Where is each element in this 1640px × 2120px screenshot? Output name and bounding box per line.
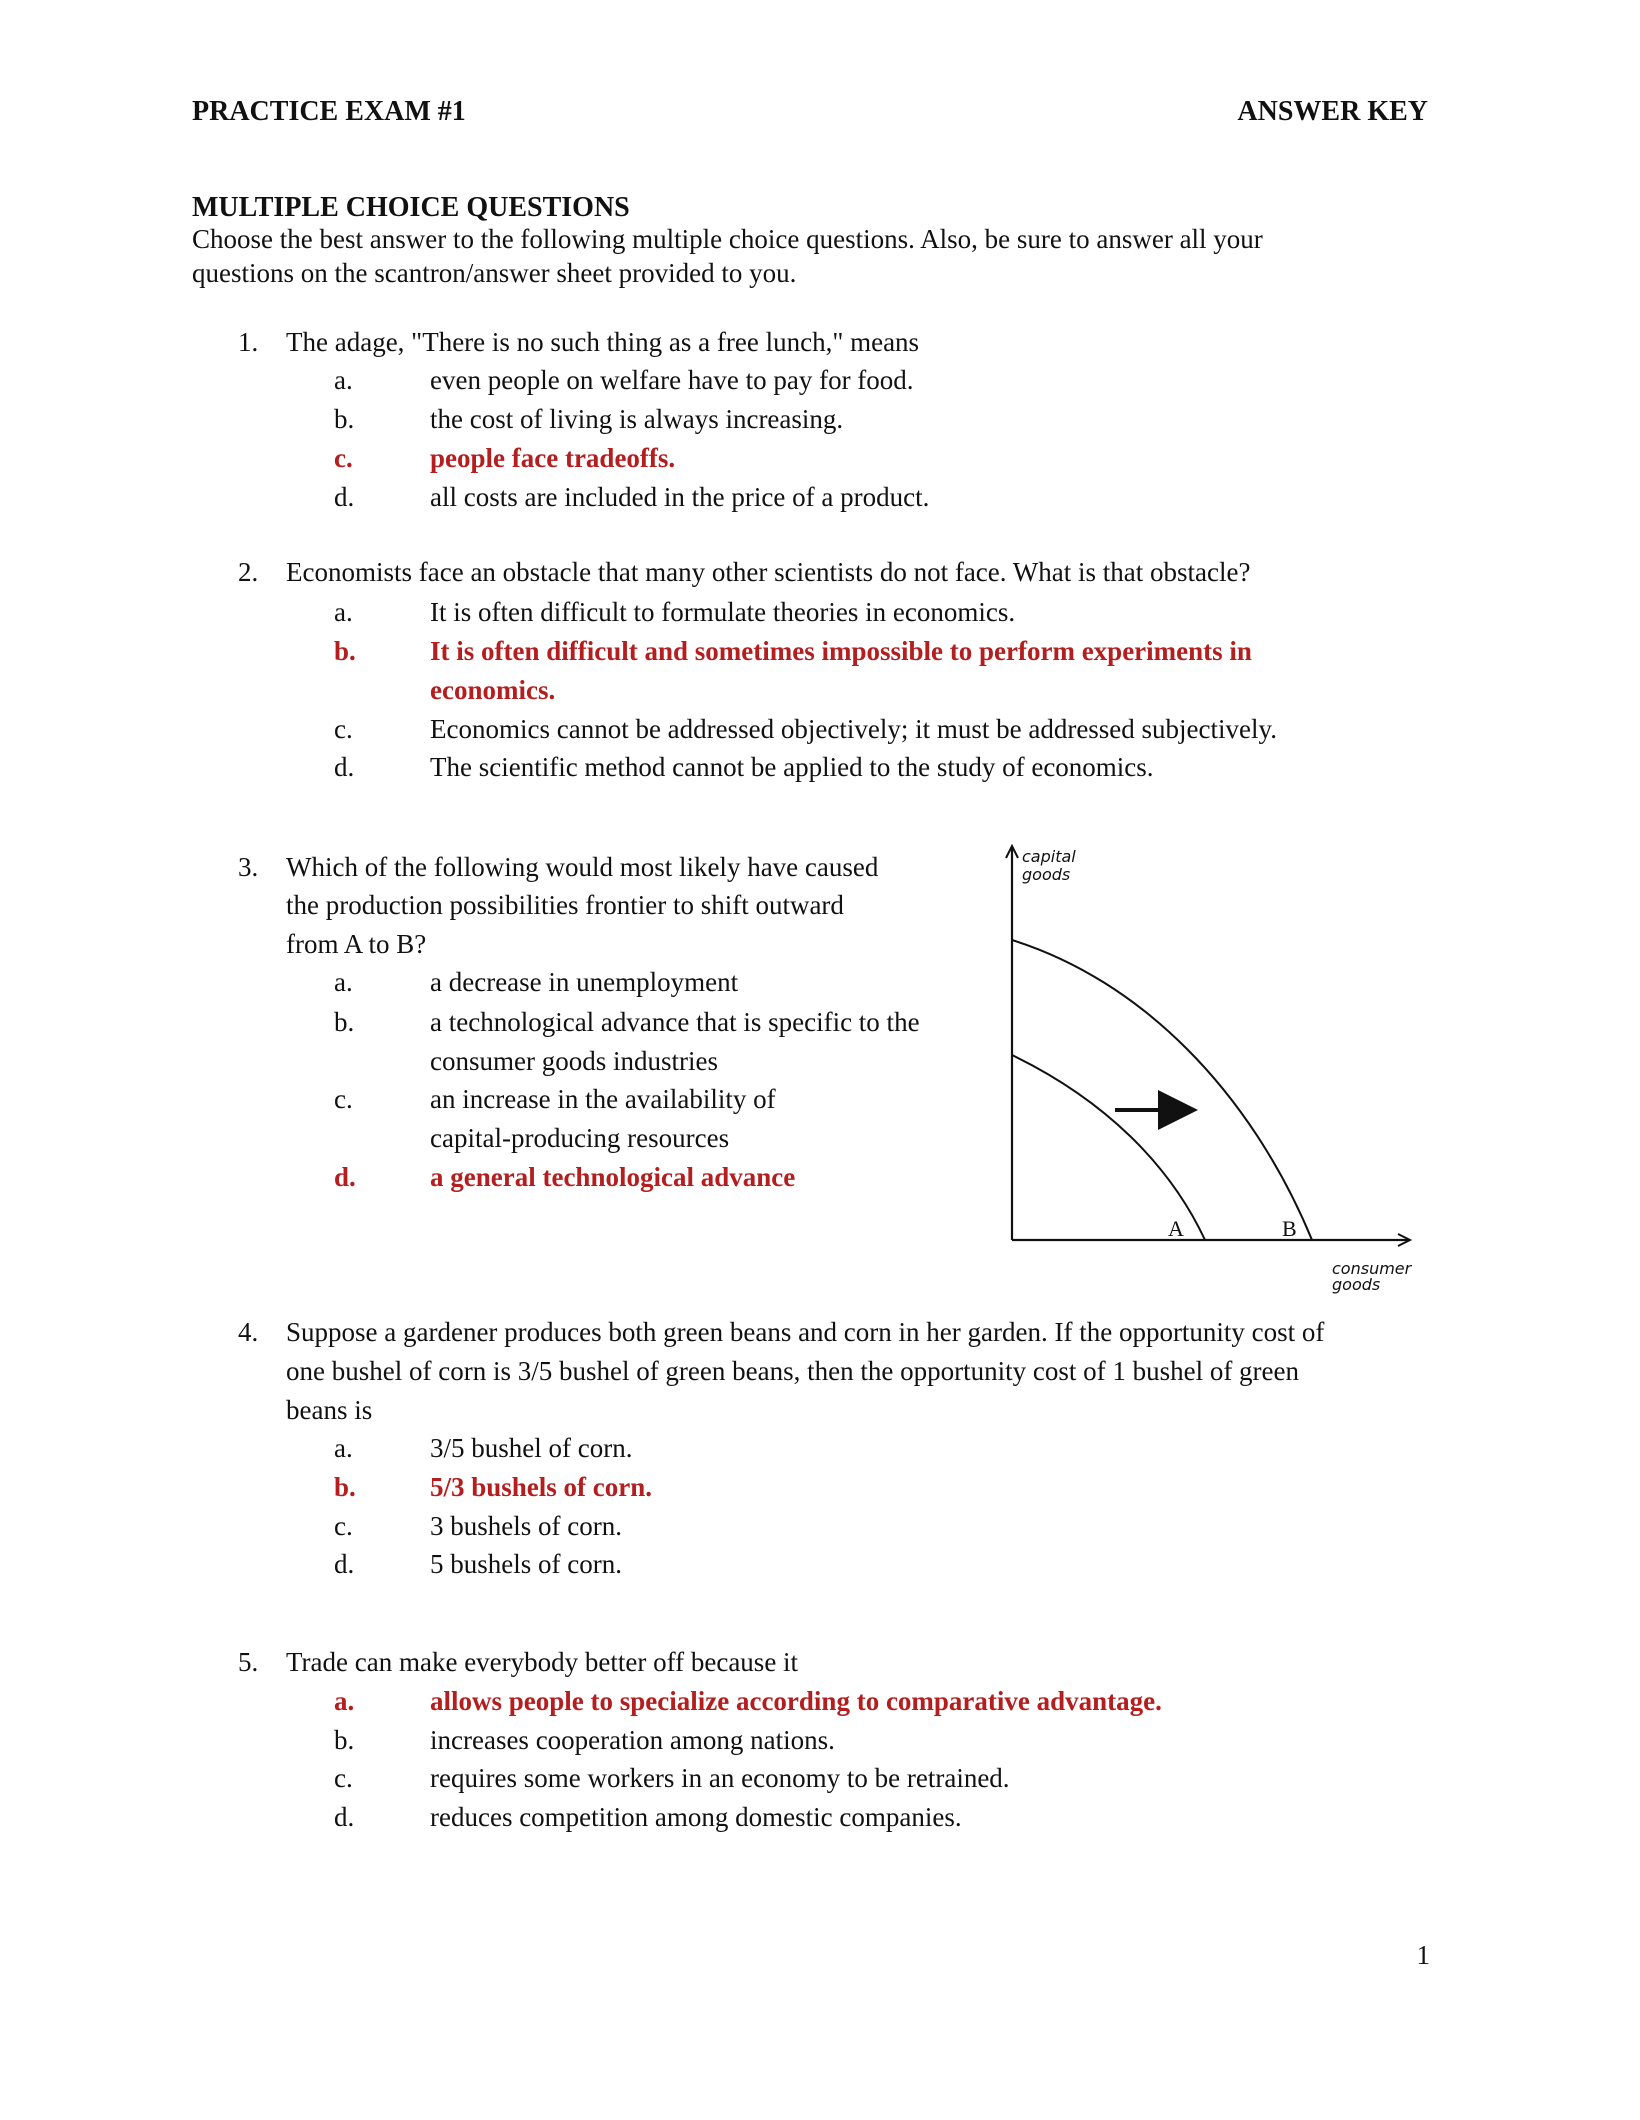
ppf-curve-a bbox=[1012, 1055, 1205, 1240]
x-axis-label-1: consumer bbox=[1332, 1259, 1412, 1278]
answer-letter: a. bbox=[334, 967, 353, 997]
question-text-cont: beans is bbox=[286, 1395, 373, 1425]
answer-text: even people on welfare have to pay for food. bbox=[430, 365, 914, 395]
correct-answer-text: It is often difficult and sometimes impossible to perform experiments in bbox=[430, 636, 1252, 666]
answer-text: a technological advance that is specific to the bbox=[430, 1007, 920, 1037]
correct-answer-letter: a. bbox=[334, 1686, 355, 1716]
answer-letter: a. bbox=[334, 1433, 353, 1463]
answer-text: 3/5 bushel of corn. bbox=[430, 1433, 633, 1463]
correct-answer-text-cont: economics. bbox=[430, 675, 556, 705]
answer-letter: c. bbox=[334, 1511, 353, 1541]
correct-answer-letter: d. bbox=[334, 1162, 356, 1192]
exam-title: PRACTICE EXAM #1 bbox=[192, 96, 466, 127]
answer-text: an increase in the availability of bbox=[430, 1084, 776, 1114]
answer-text-cont: capital-producing resources bbox=[430, 1123, 730, 1153]
question-text: Suppose a gardener produces both green beans and corn in her garden. If the opportunity cost of bbox=[286, 1317, 1325, 1347]
question-number: 1. bbox=[238, 327, 259, 357]
correct-answer-letter: c. bbox=[334, 443, 353, 473]
correct-answer-letter: b. bbox=[334, 1472, 356, 1502]
answer-letter: c. bbox=[334, 1763, 353, 1793]
answer-letter: b. bbox=[334, 404, 355, 434]
x-axis-label-2: goods bbox=[1332, 1275, 1381, 1294]
answer-text: Economics cannot be addressed objectively; it must be addressed subjectively. bbox=[430, 714, 1278, 744]
question-number: 5. bbox=[238, 1647, 259, 1677]
correct-answer-text: people face tradeoffs. bbox=[430, 443, 676, 473]
question-text: Economists face an obstacle that many other scientists do not face. What is that obstacle? bbox=[286, 557, 1251, 587]
answer-letter: c. bbox=[334, 714, 353, 744]
answer-text: reduces competition among domestic companies. bbox=[430, 1802, 962, 1832]
answer-text: 3 bushels of corn. bbox=[430, 1511, 622, 1541]
y-axis-label-1: capital bbox=[1022, 847, 1076, 866]
question-number: 3. bbox=[238, 852, 259, 882]
question-text: The adage, "There is no such thing as a free lunch," means bbox=[286, 327, 920, 357]
question-text: Trade can make everybody better off because it bbox=[286, 1647, 799, 1677]
answer-text: a decrease in unemployment bbox=[430, 967, 739, 997]
answer-letter: b. bbox=[334, 1725, 355, 1755]
question-text-cont: from A to B? bbox=[286, 929, 427, 959]
answer-letter: d. bbox=[334, 1549, 355, 1579]
y-axis-label-2: goods bbox=[1022, 865, 1071, 884]
question-number: 4. bbox=[238, 1317, 259, 1347]
question-text: Which of the following would most likely have caused bbox=[286, 852, 879, 882]
answer-key-label: ANSWER KEY bbox=[1237, 96, 1428, 127]
answer-letter: a. bbox=[334, 365, 353, 395]
question-number: 2. bbox=[238, 557, 259, 587]
answer-text: It is often difficult to formulate theories in economics. bbox=[430, 597, 1016, 627]
instructions bbox=[192, 222, 1392, 290]
answer-letter: c. bbox=[334, 1084, 353, 1114]
answer-letter: d. bbox=[334, 482, 355, 512]
answer-text: the cost of living is always increasing. bbox=[430, 404, 844, 434]
answer-letter: b. bbox=[334, 1007, 355, 1037]
answer-text-cont: consumer goods industries bbox=[430, 1046, 718, 1076]
ppf-curve-b bbox=[1012, 940, 1312, 1240]
answer-text: The scientific method cannot be applied to the study of economics. bbox=[430, 752, 1154, 782]
question-text-cont: one bushel of corn is 3/5 bushel of green beans, then the opportunity cost of 1 bushel of green bbox=[286, 1356, 1300, 1386]
point-a-label: A bbox=[1168, 1216, 1184, 1241]
instructions-line-1: Choose the best answer to the following multiple choice questions. Also, be sure to answer all your bbox=[192, 224, 1263, 254]
point-b-label: B bbox=[1282, 1216, 1297, 1241]
correct-answer-text: 5/3 bushels of corn. bbox=[430, 1472, 653, 1502]
instructions-line-2: questions on the scantron/answer sheet provided to you. bbox=[192, 258, 797, 288]
question-text-cont: the production possibilities frontier to shift outward bbox=[286, 890, 844, 920]
ppf-diagram bbox=[990, 840, 1430, 1300]
answer-letter: d. bbox=[334, 752, 355, 782]
answer-letter: d. bbox=[334, 1802, 355, 1832]
correct-answer-text: allows people to specialize according to comparative advantage. bbox=[430, 1686, 1162, 1716]
answer-text: 5 bushels of corn. bbox=[430, 1549, 622, 1579]
answer-text: requires some workers in an economy to be retrained. bbox=[430, 1763, 1010, 1793]
page-number: 1 bbox=[1416, 1940, 1430, 1970]
correct-answer-letter: b. bbox=[334, 636, 356, 666]
correct-answer-text: a general technological advance bbox=[430, 1162, 796, 1192]
answer-text: all costs are included in the price of a product. bbox=[430, 482, 930, 512]
section-title: MULTIPLE CHOICE QUESTIONS bbox=[192, 192, 630, 223]
answer-letter: a. bbox=[334, 597, 353, 627]
answer-text: increases cooperation among nations. bbox=[430, 1725, 835, 1755]
